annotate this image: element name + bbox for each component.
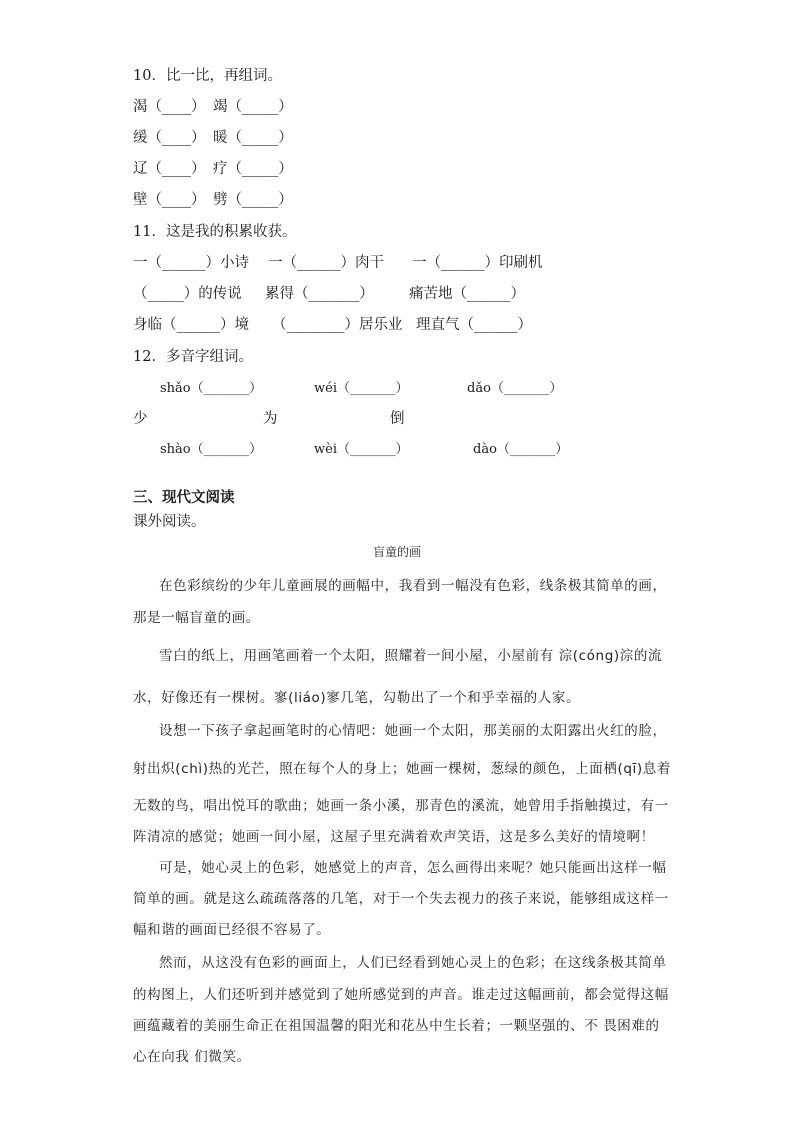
q12-dao4: dào（_______） [473,442,569,457]
q12-wei2: wéi（_______） [314,381,409,396]
q11-r1-c1: 一（______）小诗 [133,255,249,271]
passage-line-12: 然而，从这没有色彩的画面上，人们已经看到她心灵上的色彩；在这线条极其简单 [159,955,667,971]
q10-row4-right: 劈（_____） [213,192,293,208]
q11-r3-c1: 身临（______）境 [133,317,249,333]
passage-title: 盲童的画 [372,545,421,559]
q12-shao4: shào（_______） [160,442,263,457]
q12-title: 12．多音字组词。 [133,349,253,365]
q10-row2-right: 暖（_____） [213,130,293,146]
passage-line-10: 简单的画。就是这么疏疏落落的几笔，对于一个失去视力的孩子来说，能够组成这样一 [133,891,669,907]
passage-line-15: 心在向我 们微笑。 [133,1049,251,1065]
q12-shao3: shǎo（_______） [160,381,263,396]
passage-line-6: 射出炽(chì)热的光芒，照在每个人的身上；她画一棵树，葱绿的颜色，上面栖(qī)息着 [133,761,671,777]
passage-line-11: 幅和谐的画面已经很不容易了。 [133,922,331,938]
q12-char-wei: 为 [263,411,278,427]
q10-row2-left: 缓（____） [133,130,206,146]
q10-row1-right: 竭（_____） [213,99,293,115]
q11-r2-c1: （_____）的传说 [133,286,242,302]
q11-r1-c3: 一（______）印刷机 [412,255,543,271]
q11-r2-c2: 累得（_______） [265,286,374,302]
passage-line-8: 阵清凉的感觉；她画一间小屋，这屋子里充满着欢声笑语，这是多么美好的情境啊！ [133,829,655,845]
section3-heading: 三、现代文阅读 [133,490,235,506]
passage-line-1: 在色彩缤纷的少年儿童画展的画幅中，我看到一幅没有色彩，线条极其简单的画， [159,578,667,594]
section3-sub: 课外阅读。 [133,514,206,530]
q11-r3-c3: 理直气（______） [416,317,532,333]
q10-row3-right: 疗（_____） [213,161,293,177]
q12-char-dao: 倒 [390,411,405,427]
passage-line-14: 画蕴藏着的美丽生命正在祖国温馨的阳光和花丛中生长着；一颗坚强的、不 畏困难的 [133,1018,660,1034]
passage-line-4: 水，好像还有一棵树。寥(liáo)寥几笔，勾勒出了一个和乎幸福的人家。 [133,690,581,706]
q10-row4-left: 壁（____） [133,192,206,208]
passage-line-3: 雪白的纸上，用画笔画着一个太阳，照耀着一间小屋，小屋前有 淙(cóng)淙的流 [159,648,663,664]
passage-line-9: 可是，她心灵上的色彩，她感觉上的声音，怎么画得出来呢？她只能画出这样一幅 [159,860,667,876]
q10-row1-left: 渴（____） [133,99,206,115]
q12-dao3: dǎo（_______） [467,381,563,396]
q12-char-shao: 少 [133,411,148,427]
passage-line-7: 无数的鸟，唱出悦耳的歌曲；她画一条小溪，那青色的溪流，她曾用手指触摸过，有一 [133,798,669,814]
q11-r2-c3: 痛苦地（______） [409,286,525,302]
passage-line-5: 设想一下孩子拿起画笔时的心情吧：她画一个太阳，那美丽的太阳露出火红的脸， [159,723,667,739]
q12-wei4: wèi（_______） [314,442,409,457]
q11-r3-c2: （________）居乐业 [272,317,403,333]
passage-line-2: 那是一幅盲童的画。 [133,610,260,626]
q11-r1-c2: 一（______）肉干 [268,255,384,271]
q11-title: 11．这是我的积累收获。 [133,224,297,240]
passage-line-13: 的构图上，人们还听到并感觉到了她所感觉到的声音。谁走过这幅画前，都会觉得这幅 [133,987,669,1003]
q10-row3-left: 辽（____） [133,161,206,177]
q10-title: 10．比一比，再组词。 [133,68,282,84]
